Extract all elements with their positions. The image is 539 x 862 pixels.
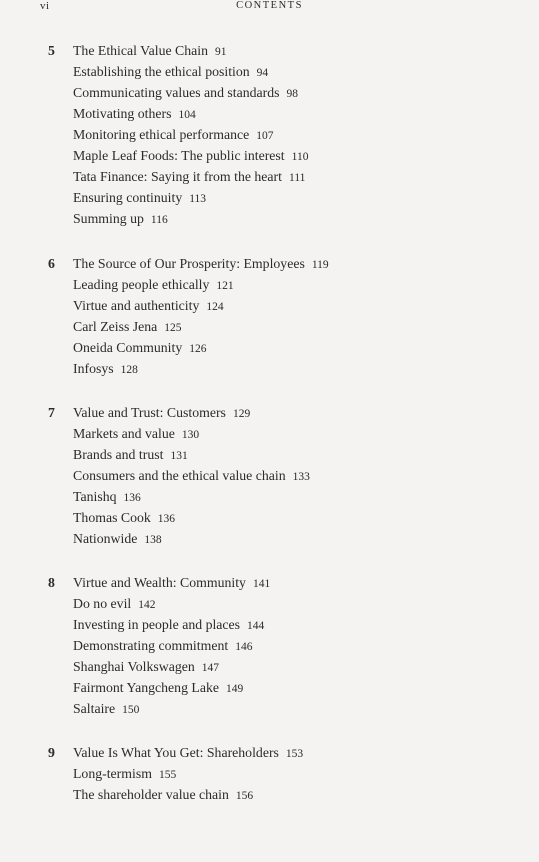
chapter-title: Value Is What You Get: Shareholders [73,745,279,760]
section-title: Nationwide [73,531,138,546]
section-title: Tata Finance: Saying it from the heart [73,169,282,184]
chapter-number: 8 [48,575,55,590]
page-number: 131 [170,450,188,462]
page-number: 125 [164,322,182,334]
section-title: Communicating values and standards [73,85,280,100]
section-entry [48,145,488,166]
page-number: 110 [291,151,309,163]
chapter-number: 7 [48,405,55,420]
page-number: 94 [256,67,269,79]
section-entry [48,208,488,229]
section-title: Tanishq [73,489,117,504]
page-number: 136 [157,513,176,525]
chapter-number: 6 [48,256,55,271]
section-title: Infosys [73,361,114,376]
page-number: 138 [144,534,162,546]
page-number: 141 [252,578,271,590]
page-number: 121 [216,280,234,292]
chapter-title: Virtue and Wealth: Community [73,575,246,590]
page-header [0,0,539,14]
page-number: 136 [123,492,141,504]
section-entry [48,677,488,698]
page-folio: vi [40,0,50,12]
chapter-heading [48,40,488,61]
page-number: 149 [226,683,244,695]
page-number: 116 [150,214,168,226]
section-entry [48,337,488,358]
section-entry [48,593,488,614]
section-entry [48,358,488,379]
page-number: 91 [215,46,227,58]
section-entry [48,166,488,187]
section-title: Shanghai Volkswagen [73,659,195,674]
chapter-heading [48,253,488,274]
page-number: 156 [235,790,254,802]
section-title: The shareholder value chain [73,787,229,802]
section-title: Investing in people and places [73,617,241,632]
section-entry [48,316,488,337]
chapter-heading [48,402,488,423]
section-title: Summing up [73,211,144,226]
section-entry [48,295,488,316]
page-number: 98 [286,88,299,100]
section-entry [48,614,488,635]
section-title: Do no evil [73,596,132,611]
chapter-heading [48,742,488,763]
section-entry [48,61,488,82]
section-entry [48,124,488,145]
chapter-number: 5 [48,43,55,58]
page-number: 146 [235,641,253,653]
page-number: 153 [285,748,304,760]
section-title: Virtue and authenticity [73,298,200,313]
section-title: Brands and trust [73,447,164,462]
page-number: 113 [189,193,207,205]
section-title: Ensuring continuity [73,190,183,205]
chapter-entry [48,253,488,379]
section-title: Maple Leaf Foods: The public interest [73,148,285,163]
page-number: 128 [120,364,138,376]
page-number: 144 [247,620,265,632]
section-entry [48,274,488,295]
page-number: 119 [311,259,329,271]
chapter-heading [48,572,488,593]
table-of-contents [48,40,488,828]
section-title: Establishing the ethical position [73,64,250,79]
chapter-title: The Source of Our Prosperity: Employees [73,256,305,271]
page-number: 147 [201,662,219,674]
chapter-entry [48,40,488,229]
section-entry [48,656,488,677]
section-entry [48,444,488,465]
section-title: Markets and value [73,426,175,441]
section-entry [48,507,488,528]
section-entry [48,103,488,124]
page-number: 130 [181,429,200,441]
section-title: Consumers and the ethical value chain [73,468,286,483]
page-number: 142 [138,599,156,611]
section-entry [48,763,488,784]
section-title: Demonstrating commitment [73,638,229,653]
section-entry [48,187,488,208]
page-number: 104 [178,109,196,121]
section-entry [48,698,488,719]
page-number: 150 [122,704,140,716]
section-title: Motivating others [73,106,172,121]
page-number: 111 [289,172,306,184]
chapter-entry [48,572,488,719]
section-entry [48,528,488,549]
section-title: Monitoring ethical performance [73,127,250,142]
page-number: 129 [232,408,251,420]
chapter-title: The Ethical Value Chain [73,43,208,58]
chapter-title: Value and Trust: Customers [73,405,226,420]
section-entry [48,486,488,507]
section-title: Fairmont Yangcheng Lake [73,680,219,695]
page-number: 155 [158,769,177,781]
chapter-entry [48,742,488,805]
running-head: CONTENTS [236,0,303,11]
chapter-number: 9 [48,745,55,760]
page-number: 126 [189,343,207,355]
section-entry [48,82,488,103]
section-entry [48,465,488,486]
section-title: Leading people ethically [73,277,210,292]
section-title: Thomas Cook [73,510,151,525]
section-entry [48,784,488,805]
page-number: 107 [256,130,274,142]
section-entry [48,423,488,444]
section-title: Saltaire [73,701,116,716]
chapter-entry [48,402,488,549]
section-title: Long-termism [73,766,152,781]
section-title: Carl Zeiss Jena [73,319,158,334]
page-number: 133 [292,471,310,483]
section-title: Oneida Community [73,340,183,355]
section-entry [48,635,488,656]
page-number: 124 [206,301,224,313]
